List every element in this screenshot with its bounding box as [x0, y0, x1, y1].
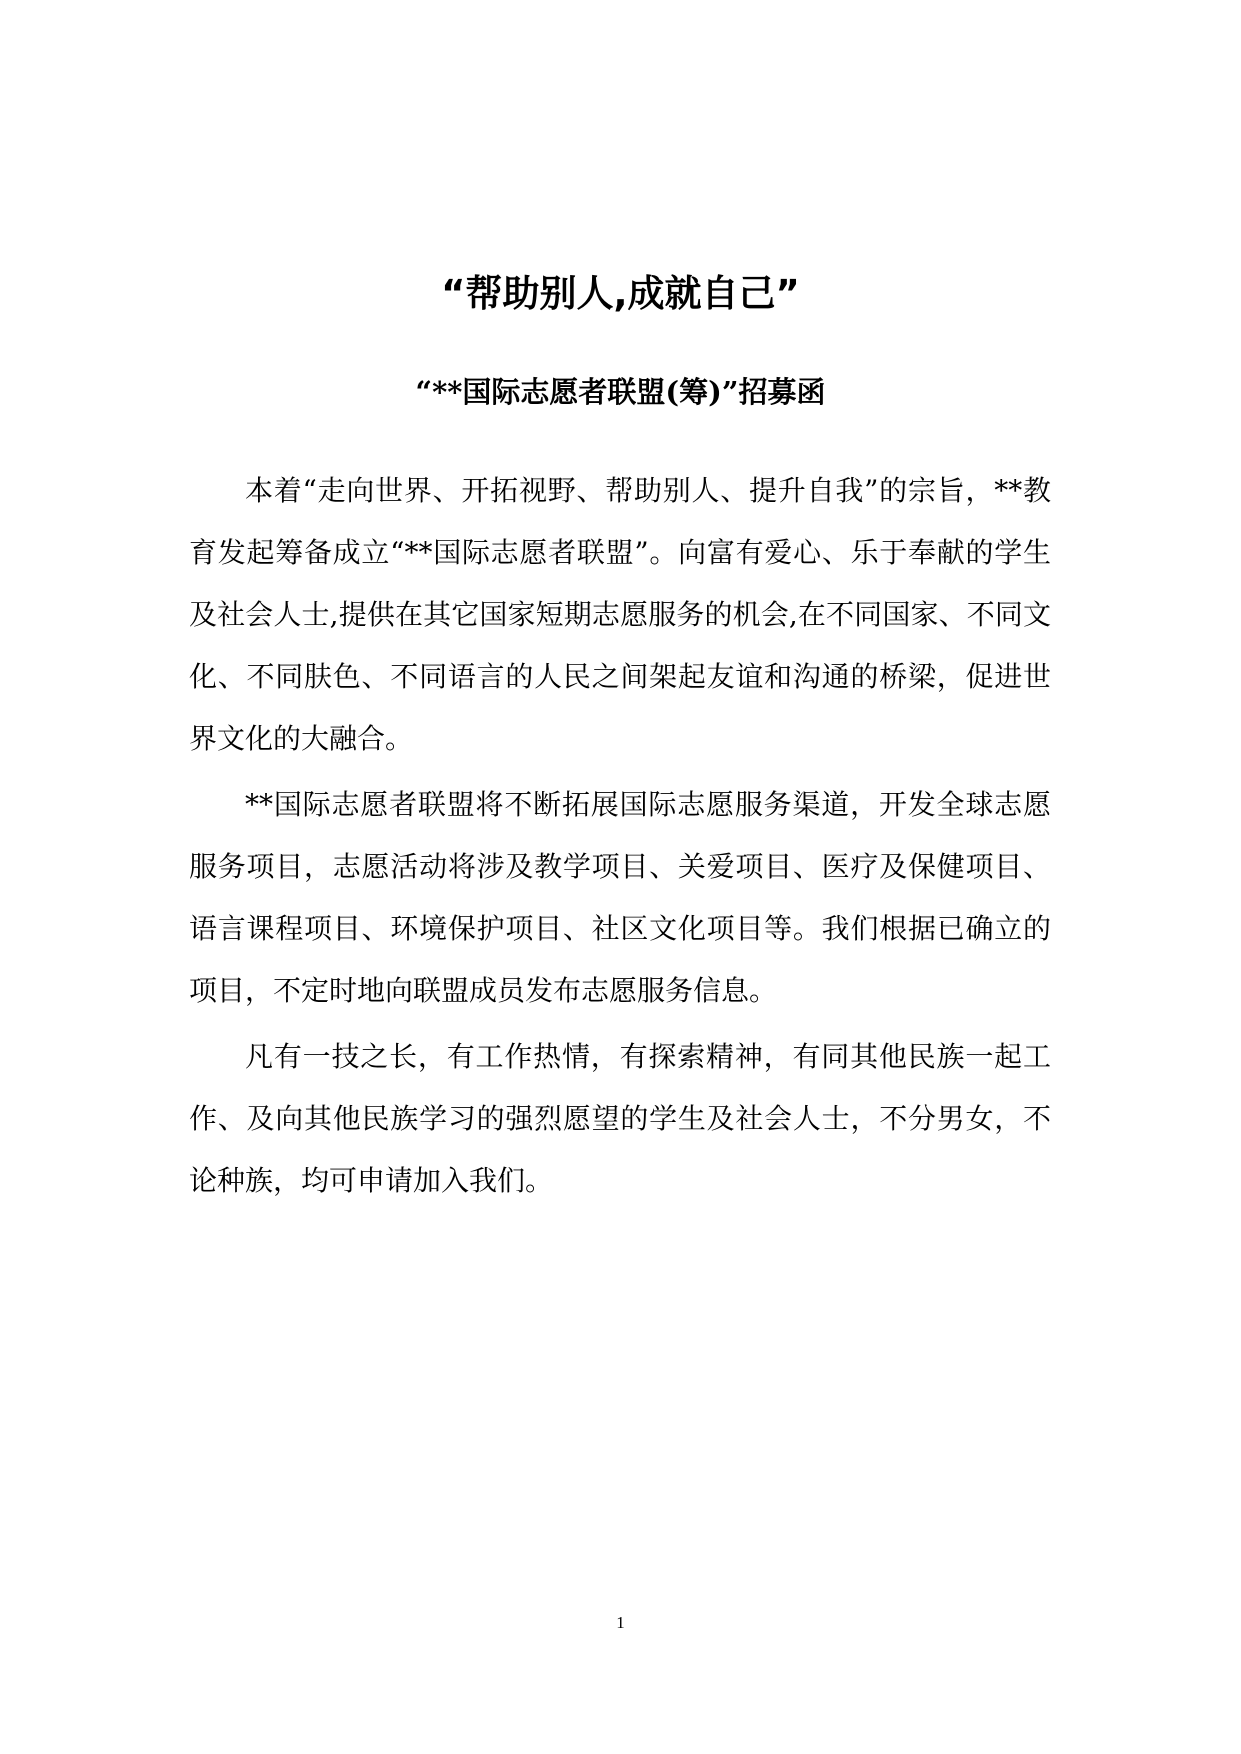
page-number: 1	[616, 1613, 625, 1632]
document-title: “帮助别人,成就自己”	[441, 272, 800, 315]
document-body	[189, 460, 1051, 1216]
document-subtitle: “**国际志愿者联盟(筹)”招募函	[415, 375, 826, 409]
paragraph-eligibility: 凡有一技之长，有工作热情，有探索精神，有同其他民族一起工作、及向其他民族学习的强烈愿望的学生及社会人士，不分男女，不论种族，均可申请加入我们。	[189, 1040, 1051, 1197]
paragraph-purpose: 本着“走向世界、开拓视野、帮助别人、提升自我”的宗旨，**教育发起筹备成立“**国际志愿者联盟”。向富有爱心、乐于奉献的学生及社会人士,提供在其它国家短期志愿服务的机会,在不同国家、不同文化、不同肤色、不同语言的人民之间架起友谊和沟通的桥梁，促进世界文化的大融合。	[189, 474, 1051, 755]
paragraph-projects: **国际志愿者联盟将不断拓展国际志愿服务渠道，开发全球志愿服务项目，志愿活动将涉及教学项目、关爱项目、医疗及保健项目、语言课程项目、环境保护项目、社区文化项目等。我们根据已确立的项目，不定时地向联盟成员发布志愿服务信息。	[189, 788, 1051, 1007]
